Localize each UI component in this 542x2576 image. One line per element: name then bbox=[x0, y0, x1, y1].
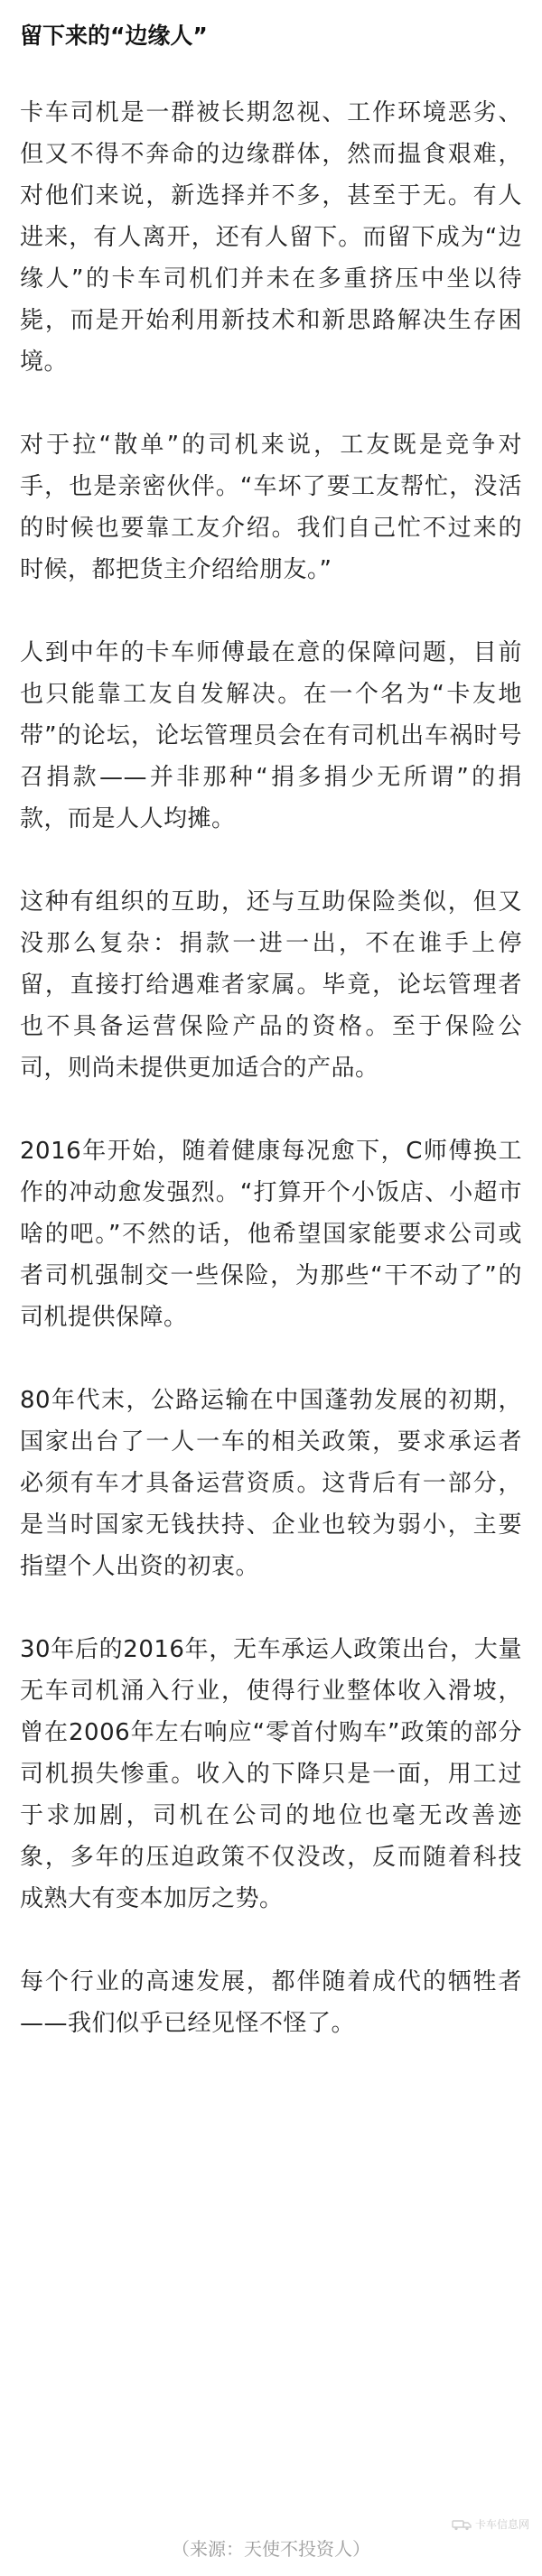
article bbox=[20, 0, 522, 2086]
source-note: （来源：天使不投资人） bbox=[172, 2538, 370, 2560]
logo-mark-icon bbox=[452, 2518, 472, 2531]
article-body bbox=[20, 92, 522, 2044]
watermark-text: 卡车信息网 bbox=[474, 2518, 529, 2531]
article-paragraph-6: 80年代末，公路运输在中国蓬勃发展的初期，国家出台了一人一车的相关政策，要求承运者必须有车才具备运营资质。这背后有一部分，是当时国家无钱扶持、企业也较为弱小，主要指望个人出资的初衷。 bbox=[20, 1387, 522, 1580]
article-paragraph-3: 人到中年的卡车师傅最在意的保障问题，目前也只能靠工友自发解决。在一个名为“卡友地带”的论坛，论坛管理员会在有司机出车祸时号召捐款——并非那种“捐多捐少无所谓”的捐款，而是人人均摊。 bbox=[20, 639, 522, 832]
article-paragraph-7: 30年后的2016年，无车承运人政策出台，大量无车司机涌入行业，使得行业整体收入滑坡，曾在2006年左右响应“零首付购车”政策的部分司机损失惨重。收入的下降只是一面，用工过于求加剧，司机在公司的地位也毫无改善迹象，多年的压迫政策不仅没改，反而随着科技成熟大有变本加厉之势。 bbox=[20, 1636, 522, 1912]
article-paragraph-1: 卡车司机是一群被长期忽视、工作环境恶劣、但又不得不奔命的边缘群体，然而揾食艰难，对他们来说，新选择并不多，甚至于无。有人进来，有人离开，还有人留下。而留下成为“边缘人”的卡车司机们并未在多重挤压中坐以待毙，而是开始利用新技术和新思路解决生存困境。 bbox=[20, 99, 522, 376]
watermark bbox=[452, 2517, 529, 2532]
article-title: 留下来的“边缘人” bbox=[20, 23, 208, 49]
article-paragraph-8: 每个行业的高速发展，都伴随着成代的牺牲者——我们似乎已经见怪不怪了。 bbox=[20, 1968, 522, 2037]
article-paragraph-2: 对于拉“散单”的司机来说，工友既是竞争对手，也是亲密伙伴。“车坏了要工友帮忙，没活的时候也要靠工友介绍。我们自己忙不过来的时候，都把货主介绍给朋友。” bbox=[20, 432, 522, 583]
article-paragraph-4: 这种有组织的互助，还与互助保险类似，但又没那么复杂：捐款一进一出，不在谁手上停留，直接打给遇难者家属。毕竟，论坛管理者也不具备运营保险产品的资格。至于保险公司，则尚未提供更加适合的产品。 bbox=[20, 888, 522, 1082]
article-paragraph-5: 2016年开始，随着健康每况愈下，C师傅换工作的冲动愈发强烈。“打算开个小饭店、小超市啥的吧。”不然的话，他希望国家能要求公司或者司机强制交一些保险，为那些“干不动了”的司机提供保障。 bbox=[20, 1138, 522, 1331]
